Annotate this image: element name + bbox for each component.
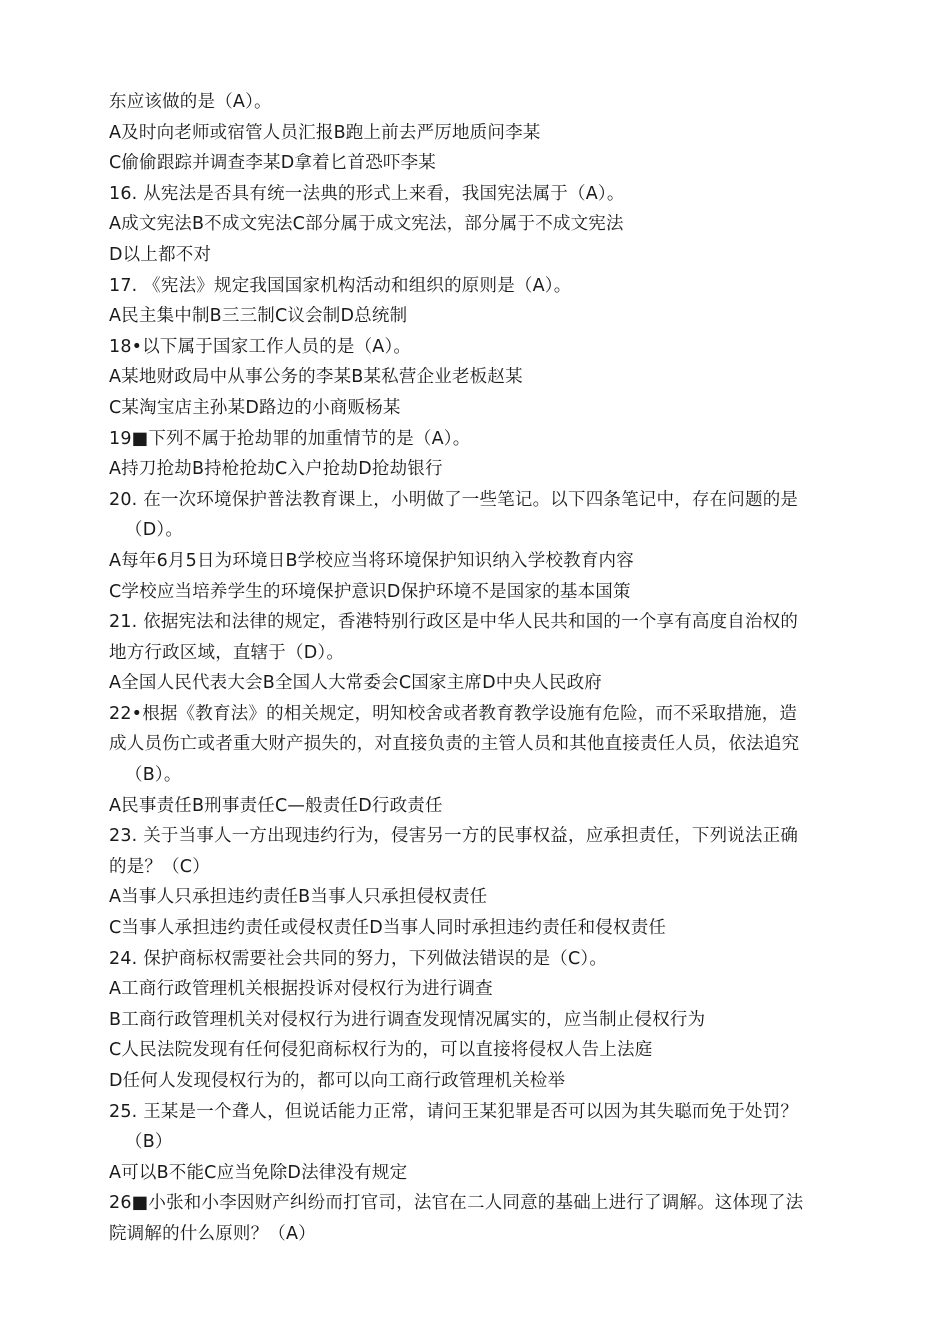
question-18: 18•以下属于国家工作人员的是（A）。: [109, 336, 412, 357]
answer-options: A每年6月5日为环境日B学校应当将环境保护知识纳入学校教育内容: [109, 550, 634, 571]
question-17: 17. 《宪法》规定我国国家机构活动和组织的原则是（A）。: [109, 275, 572, 296]
question-26: 26■小张和小李因财产纠纷而打官司，法官在二人同意的基础上进行了调解。这体现了法: [109, 1193, 804, 1214]
answer-option-c: C人民法院发现有任何侵犯商标权行为的，可以直接将侵权人告上法庭: [109, 1040, 653, 1061]
question-22-answer: （B）。: [125, 765, 182, 786]
answer-options: A成文宪法B不成文宪法C部分属于成文宪法，部分属于不成文宪法: [109, 214, 624, 235]
answer-options: C学校应当培养学生的环境保护意识D保护环境不是国家的基本国策: [109, 581, 631, 602]
question-25: 25. 王某是一个聋人，但说话能力正常，请问王某犯罪是否可以因为其失聪而免于处罚？: [109, 1101, 799, 1122]
answer-options: D以上都不对: [109, 244, 212, 265]
question-20-answer: （D）。: [125, 520, 184, 541]
answer-options: C某淘宝店主孙某D路边的小商贩杨某: [109, 397, 401, 418]
answer-options: A民主集中制B三三制C议会制D总统制: [109, 306, 408, 327]
answer-option-d: D任何人发现侵权行为的，都可以向工商行政管理机关检举: [109, 1071, 566, 1091]
question-24: 24. 保护商标权需要社会共同的努力，下列做法错误的是（C）。: [109, 948, 608, 969]
answer-option-b: B工商行政管理机关对侵权行为进行调查发现情况属实的，应当制止侵权行为: [109, 1009, 706, 1030]
answer-options: A民事责任B刑事责任C—般责任D行政责任: [109, 795, 443, 816]
answer-options: C偷偷跟踪并调查李某D拿着匕首恐吓李某: [109, 153, 436, 174]
answer-options: A可以B不能C应当免除D法律没有规定: [109, 1162, 408, 1183]
question-25-answer: （B）: [125, 1132, 173, 1153]
question-21-continued: 地方行政区域，直辖于（D）。: [109, 642, 345, 663]
question-22-continued: 成人员伤亡或者重大财产损失的，对直接负责的主管人员和其他直接责任人员，依法追究: [109, 734, 800, 755]
question-23: 23. 关于当事人一方出现违约行为，侵害另一方的民事权益，应承担责任，下列说法正确: [109, 826, 799, 847]
document-body: [109, 87, 869, 1250]
question-23-continued: 的是？（C）: [109, 856, 210, 877]
question-16: 16. 从宪法是否具有统一法典的形式上来看，我国宪法属于（A）。: [109, 183, 625, 204]
answer-option-a: A工商行政管理机关根据投诉对侵权行为进行调查: [109, 979, 493, 1000]
text-line: 东应该做的是（A）。: [109, 92, 272, 112]
answer-options: A全国人民代表大会B全国人大常委会C国家主席D中央人民政府: [109, 673, 602, 694]
answer-options: A某地财政局中从事公务的李某B某私营企业老板赵某: [109, 367, 523, 388]
answer-options: A及时向老师或宿管人员汇报B跑上前去严厉地质问李某: [109, 122, 541, 143]
answer-options: A持刀抢劫B持枪抢劫C入户抢劫D抢劫银行: [109, 459, 443, 480]
question-19: 19■下列不属于抢劫罪的加重情节的是（A）。: [109, 428, 471, 449]
question-20: 20. 在一次环境保护普法教育课上，小明做了一些笔记。以下四条笔记中，存在问题的是: [109, 489, 799, 510]
question-22: 22•根据《教育法》的相关规定，明知校舍或者教育教学设施有危险，而不采取措施，造: [109, 703, 798, 724]
question-26-continued: 院调解的什么原则？（A）: [109, 1223, 316, 1244]
question-21: 21. 依据宪法和法律的规定，香港特别行政区是中华人民共和国的一个享有高度自治权的: [109, 612, 799, 633]
answer-options: A当事人只承担违约责任B当事人只承担侵权责任: [109, 887, 488, 908]
answer-options: C当事人承担违约责任或侵权责任D当事人同时承担违约责任和侵权责任: [109, 918, 667, 939]
